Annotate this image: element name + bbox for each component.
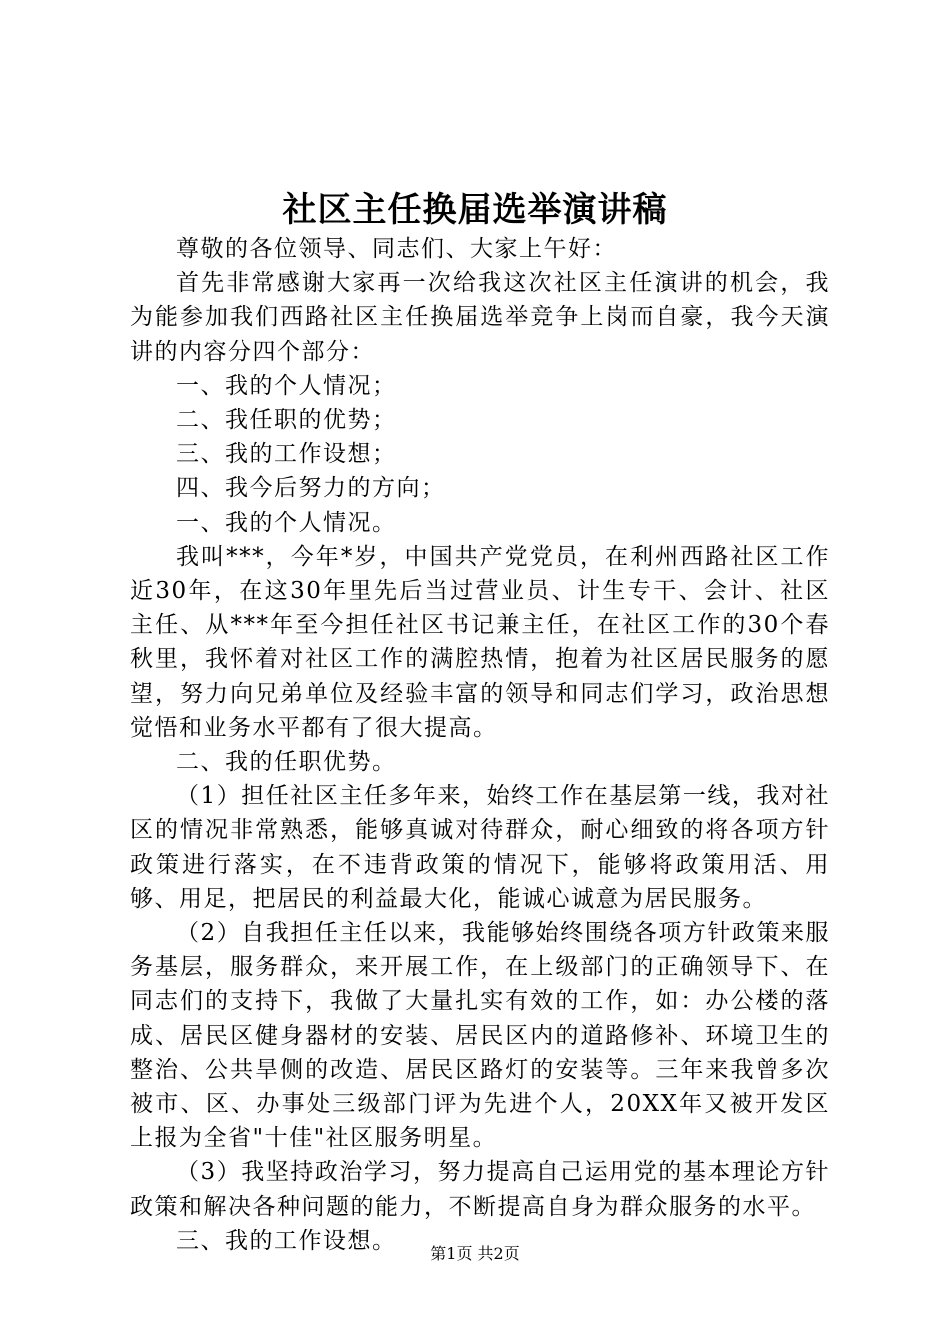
page-number-footer: 第1页 共2页 bbox=[430, 1244, 520, 1263]
paragraph-intro: 首先非常感谢大家再一次给我这次社区主任演讲的机会，我为能参加我们西路社区主任换届选举竞争上岗而自豪，我今天演讲的内容分四个部分： bbox=[130, 270, 830, 365]
document-body bbox=[130, 232, 830, 1258]
paragraph-personal: 我叫***，今年*岁，中国共产党党员，在利州西路社区工作近30年，在这30年里先后当过营业员、计生专干、会计、社区主任、从***年至今担任社区书记兼主任，在社区工作的30个春秋里，我怀着对社区工作的满腔热情，抱着为社区居民服务的愿望，努力向兄弟单位及经验丰富的领导和同志们学习，政治思想觉悟和业务水平都有了很大提高。 bbox=[130, 543, 830, 741]
paragraph-advantage-1: （1）担任社区主任多年来，始终工作在基层第一线，我对社区的情况非常熟悉，能够真诚对待群众，耐心细致的将各项方针政策进行落实，在不违背政策的情况下，能够将政策用活、用够、用足，把居民的利益最大化，能诚心诚意为居民服务。 bbox=[130, 783, 830, 912]
section-heading-plans: 三、我的工作设想。 bbox=[176, 1227, 397, 1254]
paragraph-outline-2: 二、我任职的优势； bbox=[176, 407, 397, 434]
paragraph-advantage-2: （2）自我担任主任以来，我能够始终围绕各项方针政策来服务基层，服务群众，来开展工作，在上级部门的正确领导下、在同志们的支持下，我做了大量扎实有效的工作，如：办公楼的落成、居民区健身器材的安装、居民区内的道路修补、环境卫生的整治、公共旱侧的改造、居民区路灯的安装等。三年来我曾多次被市、区、办事处三级部门评为先进个人，20XX年又被开发区上报为全省"十佳"社区服务明星。 bbox=[130, 920, 830, 1152]
paragraph-outline-3: 三、我的工作设想； bbox=[176, 441, 397, 468]
document-title: 社区主任换届选举演讲稿 bbox=[282, 190, 668, 230]
section-heading-personal: 一、我的个人情况。 bbox=[176, 509, 397, 536]
paragraph-outline-4: 四、我今后努力的方向； bbox=[176, 475, 446, 502]
section-heading-advantages: 二、我的任职优势。 bbox=[176, 749, 397, 776]
paragraph-greeting: 尊敬的各位领导、同志们、大家上午好： bbox=[176, 236, 617, 262]
paragraph-outline-1: 一、我的个人情况； bbox=[176, 372, 397, 399]
paragraph-advantage-3: （3）我坚持政治学习，努力提高自己运用党的基本理论方针政策和解决各种问题的能力，不断提高自身为群众服务的水平。 bbox=[130, 1159, 830, 1220]
